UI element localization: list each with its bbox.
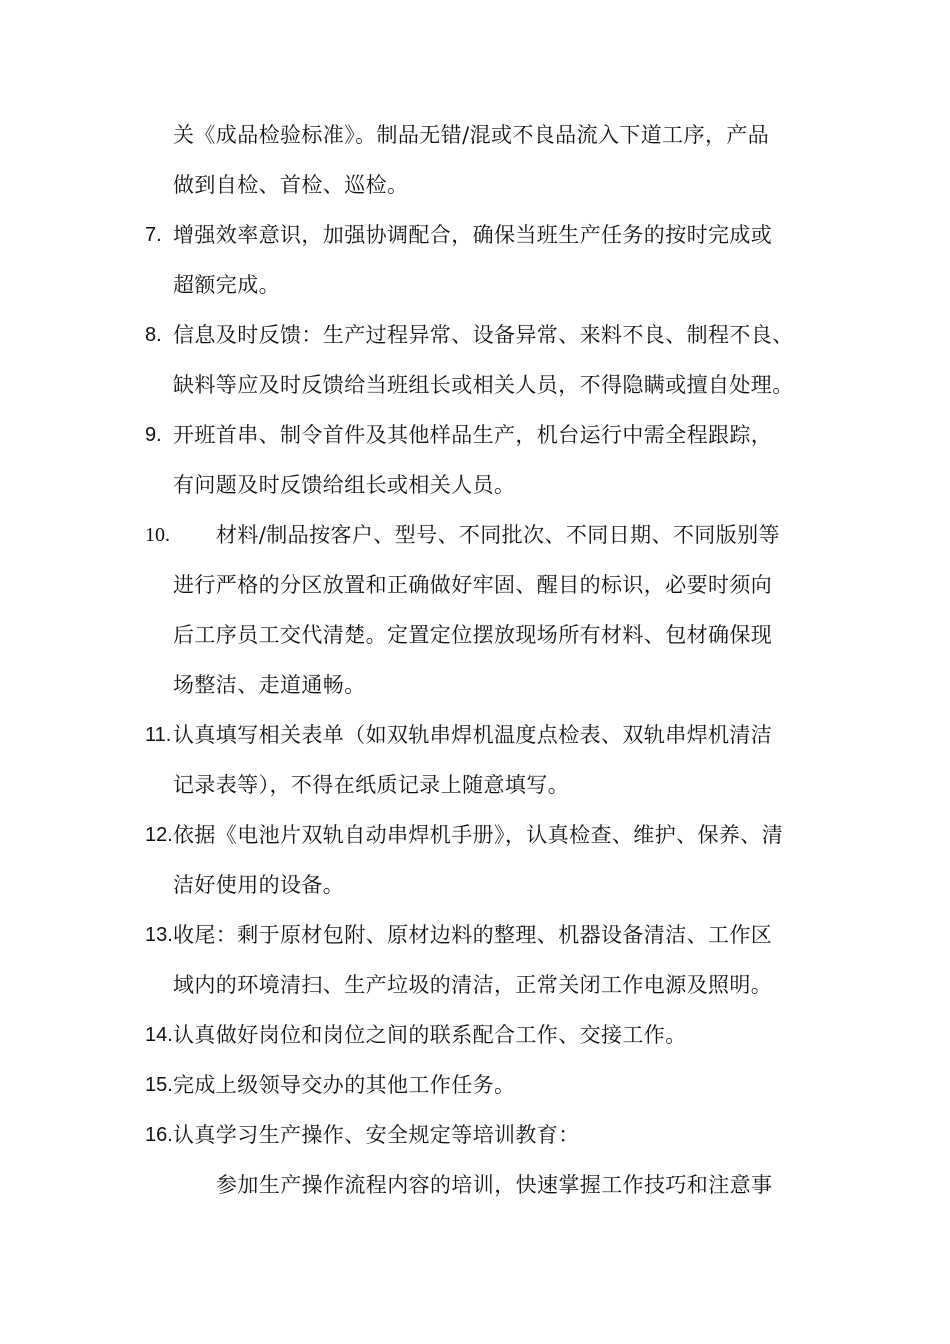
text-line: 关《成品检验标准》。制品无错/混或不良品流入下道工序，产品 <box>173 123 770 147</box>
list-number: 15. <box>145 1074 173 1096</box>
text-line: 进行严格的分区放置和正确做好牢固、醒目的标识，必要时须向 <box>173 573 773 597</box>
text-line: 参加生产操作流程内容的培训，快速掌握工作技巧和注意事 <box>216 1173 773 1197</box>
text-line: 依据《电池片双轨自动串焊机手册》，认真检查、维护、保养、清 <box>173 823 784 847</box>
text-line: 后工序员工交代清楚。定置定位摆放现场所有材料、包材确保现 <box>173 623 773 647</box>
text-line: 材料/制品按客户、型号、不同批次、不同日期、不同版别等 <box>216 523 780 547</box>
text-line: 收尾：剩于原材包附、原材边料的整理、机器设备清洁、工作区 <box>173 923 773 947</box>
text-line: 超额完成。 <box>173 273 280 297</box>
list-number: 16. <box>145 1124 173 1146</box>
list-number: 12. <box>145 824 173 846</box>
text-line: 洁好使用的设备。 <box>173 873 345 897</box>
text-line: 记录表等），不得在纸质记录上随意填写。 <box>173 773 570 797</box>
text-line: 开班首串、制令首件及其他样品生产，机台运行中需全程跟踪， <box>173 423 773 447</box>
text-line: 信息及时反馈：生产过程异常、设备异常、来料不良、制程不良、 <box>173 323 794 347</box>
list-number: 11. <box>145 724 172 746</box>
text-line: 做到自检、首检、巡检。 <box>173 173 409 197</box>
text-line: 域内的环境清扫、生产垃圾的清洁，正常关闭工作电源及照明。 <box>173 973 773 997</box>
text-line: 认真填写相关表单（如双轨串焊机温度点检表、双轨串焊机清洁 <box>173 723 773 747</box>
text-line: 增强效率意识，加强协调配合，确保当班生产任务的按时完成或 <box>173 223 773 247</box>
text-line: 完成上级领导交办的其他工作任务。 <box>173 1073 516 1097</box>
text-line: 有问题及时反馈给组长或相关人员。 <box>173 473 516 497</box>
text-line: 认真学习生产操作、安全规定等培训教育： <box>173 1123 580 1147</box>
list-number: 14. <box>145 1024 173 1046</box>
list-number: 10. <box>145 524 170 546</box>
text-line: 认真做好岗位和岗位之间的联系配合工作、交接工作。 <box>173 1023 687 1047</box>
list-number: 8. <box>145 324 162 346</box>
list-number: 7. <box>145 224 162 246</box>
text-line: 缺料等应及时反馈给当班组长或相关人员，不得隐瞒或擅自处理。 <box>173 373 794 397</box>
text-line: 场整洁、走道通畅。 <box>173 673 366 697</box>
list-number: 9. <box>145 424 162 446</box>
list-number: 13. <box>145 924 173 946</box>
